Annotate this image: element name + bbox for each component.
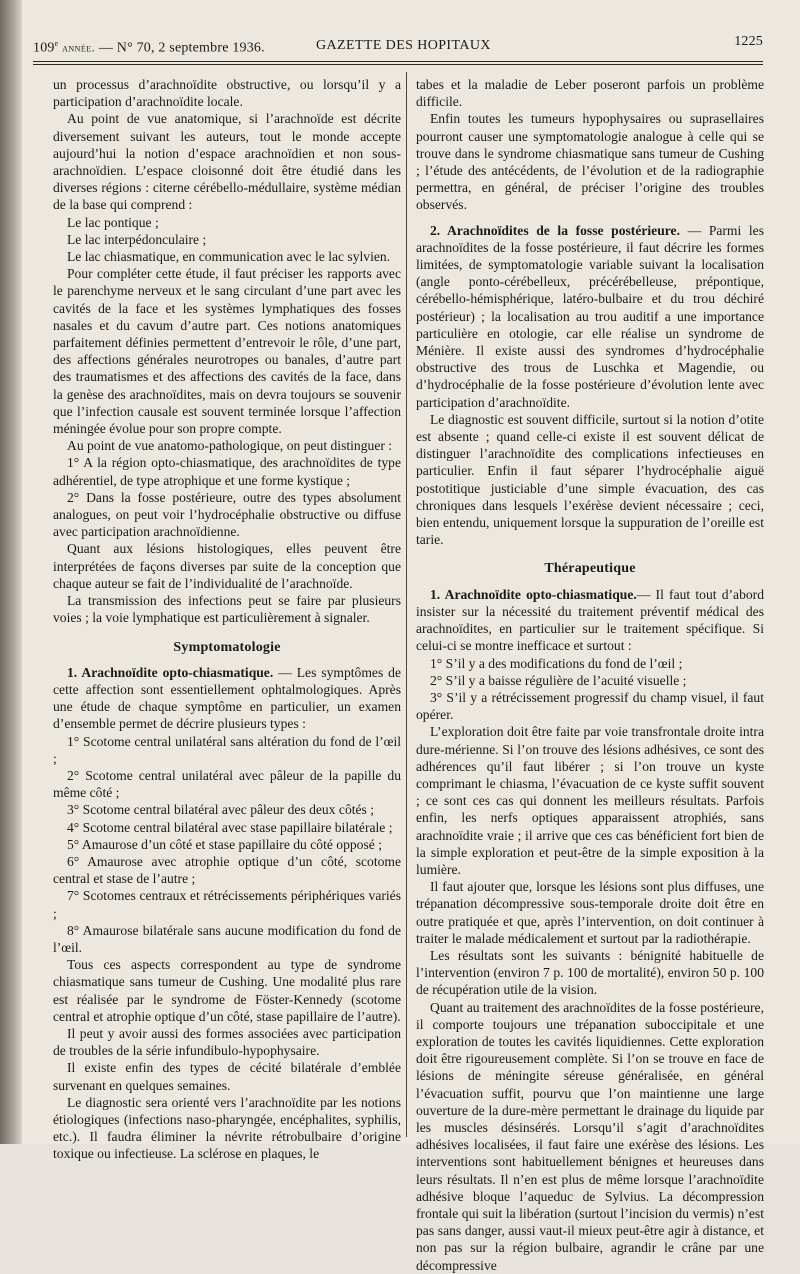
paragraph: Les résultats sont les suivants : bénignité habituelle de l’intervention (environ 7 p. 100 de mortalité), environ 50 p. 100 de récupération utile de la vision. xyxy=(416,947,764,998)
paragraph: Quant au traitement des arachnoïdites de la fosse postérieure, il comporte toujours une trépanation suboccipitale et une exploration de toutes les cavités liquidiennes. Cette exploration doit être rigoureusement complète. Si l’on se trouve en face de lésions de méningite séreuse généralisée, en général l’évacuation suffit, pourvu que l’on maintienne une large ouverture de la dure-mère permettant le drainage du liquide par les muscles désinsérés. Lorsqu’il s’agit d’arachnoïdites adhésives localisées, il faut faire une exérèse des lésions. Les interventions sont habituellement bénignes et heureuses dans leurs résultats. Il n’en est plus de même lorsque l’arachnoïdite adhésive bloque l’aqueduc de Sylvius. La décompression frontale qui suit la libération (surtout l’incision du vermis) n’est pas sans danger, aussi vaut-il mieux peut-être agir à distance, et non pas sur la région bulbaire, agrandir le crâne par une décompressive xyxy=(416,999,764,1273)
list-item: 1° A la région opto-chiasmatique, des arachnoïdites de type adhérentiel, de type atrophique et une forme kystique ; xyxy=(53,455,401,488)
paragraph: Il faut ajouter que, lorsque les lésions sont plus diffuses, une trépanation décompressive sous-temporale droite doit être en outre pratiquée et que, après l’intervention, on doit continuer à traiter le malade médicalement et surtout par la radiothérapie. xyxy=(416,879,764,946)
paragraph: Au point de vue anatomique, si l’arachnoïde est décrite diversement suivant les auteurs, tout le monde accepte aujourd’hui la notion d’espace arachnoïdien et non sous-arachnoïdien. L’espace cloisonné doit être étudié dans les diverses régions : citerne cérébello-médullaire, système médian de la base qui comprend : xyxy=(53,111,401,213)
list-item: Le lac pontique ; xyxy=(67,214,159,230)
paragraph: L’exploration doit être faite par voie transfrontale droite intra dure-mérienne. Si l’on trouve des lésions adhésives, ce sont des adhérences qu’il faut libérer ; si l’on trouve un kyste comprimant le chiasma, l’évacuation de ce kyste suffit souvent ; ce sont ces cas qui donnent les meilleurs résultats. Parfois enfin, les nerfs optiques apparaissent atrophiés, sans arachnoïdite vraie ; il arrive que ces cas bénéficient fort bien de la simple exploration et peut-être de la simple exposition à la lumière. xyxy=(416,724,764,877)
list-item: Le lac interpédonculaire ; xyxy=(67,231,207,247)
list-item: 3° Scotome central bilatéral avec pâleur des deux côtés ; xyxy=(67,802,375,818)
list-item: 3° S’il y a rétrécissement progressif du champ visuel, il faut opérer. xyxy=(416,689,764,723)
paragraph: 2. Arachnoïdites de la fosse postérieure. — Parmi les arachnoïdites de la fosse postérieure, il faut décrire les formes limitées, de symptomatologie variable suivant la localisation (angle ponto-cérébelleux, précérébelleuse, prépontique, cérébello-hémisphérique, latéro-bulbaire et du trou déchiré postérieur) ; la localisation au trou auditif a une importance particulière en otologie, car elle réalise un syndrome de Ménière. Il existe aussi des syndromes d’hydrocéphalie obstructive des trous de Luschka et Magendie, ou d’hydrocéphalie de la fosse postérieure d’évolution lente avec participation d’arachnoïdite. xyxy=(416,222,764,410)
issue-info: 109e année. — N° 70, 2 septembre 1936. xyxy=(33,39,265,56)
paragraph: tabes et la maladie de Leber poseront parfois un problème difficile. xyxy=(416,77,764,110)
page-number: 1225 xyxy=(734,34,763,49)
column-divider xyxy=(406,72,407,1137)
binding-edge xyxy=(0,0,22,1144)
list-item: 6° Amaurose avec atrophie optique d’un côté, scotome central et stase de l’autre ; xyxy=(53,853,401,887)
list-item: 2° S’il y a baisse régulière de l’acuité visuelle ; xyxy=(430,672,687,688)
list-item: 1° S’il y a des modifications du fond de l’œil ; xyxy=(430,655,683,671)
right-column xyxy=(416,76,764,1274)
left-column xyxy=(53,76,401,1163)
list-item: 4° Scotome central bilatéral avec stase papillaire bilatérale ; xyxy=(67,819,393,835)
header-rule-thin xyxy=(33,64,763,65)
section-heading-symptomatologie: Symptomatologie xyxy=(173,639,281,655)
list-item: 7° Scotomes centraux et rétrécissements périphériques variés ; xyxy=(53,888,401,921)
paragraph: Quant aux lésions histologiques, elles peuvent être interprétées de façons diverses par suite de la conception que chaque auteur se fait de l’individualité de l’arachnoïde. xyxy=(53,541,401,591)
list-item: 2° Dans la fosse postérieure, outre des types absolument analogues, on peut voir l’hydrocéphalie obstructive ou diffuse avec participation arachnoïdienne. xyxy=(53,489,401,540)
journal-title: GAZETTE DES HOPITAUX xyxy=(316,38,491,53)
header-rule xyxy=(33,61,763,62)
paragraph: 1. Arachnoïdite opto-chiasmatique. — Les symptômes de cette affection sont essentiellement ophtalmologiques. Après une étude de chaque symptôme en particulier, un examen d’ensemble permet de décrire plusieurs types : xyxy=(53,664,402,732)
subheading: 2. Arachnoïdites de la fosse postérieure. xyxy=(430,222,680,238)
paragraph: La transmission des infections peut se faire par plusieurs voies ; la voie lymphatique est particulièrement à signaler. xyxy=(53,593,401,626)
paragraph: Il peut y avoir aussi des formes associées avec participation de troubles de la série infundibulo-hypophysaire. xyxy=(53,1025,401,1059)
running-header xyxy=(33,34,763,60)
paragraph: 1. Arachnoïdite opto-chiasmatique.— Il faut tout d’abord insister sur la nécessité du traitement préventif médical des arachnoïdites, en particulier sur le traitement spécifique. Si celui-ci se montre inefficace et surtout : xyxy=(416,586,764,654)
list-item: 2° Scotome central unilatéral avec pâleur de la papille du même côté ; xyxy=(53,767,401,801)
paragraph: Au point de vue anatomo-pathologique, on peut distinguer : xyxy=(67,438,393,454)
paragraph: Le diagnostic sera orienté vers l’arachnoïdite par les notions étiologiques (infections naso-pharyngée, encéphalites, syphilis, etc.). Il faudra éliminer la névrite rétrobulbaire d’origine toxique ou infectieuse. La sclérose en plaques, le xyxy=(53,1094,401,1162)
paragraph: Tous ces aspects correspondent au type de syndrome chiasmatique sans tumeur de Cushing. Une modalité plus rare est réalisée par le syndrome de Föster-Kennedy (scotome central et atrophie optique d’un côté, stase papillaire de l’autre). xyxy=(53,957,401,1024)
paragraph: un processus d’arachnoïdite obstructive, ou lorsqu’il y a participation d’arachnoïdite locale. xyxy=(53,77,401,110)
paragraph: Il existe enfin des types de cécité bilatérale d’emblée survenant en quelques semaines. xyxy=(53,1060,401,1093)
subheading: 1. Arachnoïdite opto-chiasmatique. xyxy=(67,664,274,680)
list-item: Le lac chiasmatique, en communication avec le lac sylvien. xyxy=(67,249,391,265)
list-item: 5° Amaurose d’un côté et stase papillaire du côté opposé ; xyxy=(67,836,382,852)
paragraph: Le diagnostic est souvent difficile, surtout si la notion d’otite est absente ; quand celle-ci existe il est souvent délicat de distinguer l’arachnoïdite des complications infectieuses en particulier. Enfin il faut séparer l’hydrocéphalie aiguë postotitique justiciable d’une simple évacuation, des cas chroniques dans lesquels l’exérèse devient nécessaire ; ceci, bien entendu, uniquement lorsque la suppuration de l’oreille est tarie. xyxy=(416,411,764,548)
subheading: 1. Arachnoïdite opto-chiasmatique. xyxy=(430,586,637,602)
paragraph: Enfin toutes les tumeurs hypophysaires ou suprasellaires pourront causer une symptomatologie analogue à celle qui se trouve dans le syndrome chiasmatique sans tumeur de Cushing ; l’étude des antécédents, de l’évolution et de la radiographie permettra, en général, de préciser l’origine des troubles observés. xyxy=(416,111,764,213)
section-heading-therapeutique: Thérapeutique xyxy=(544,561,636,577)
list-item: 8° Amaurose bilatérale sans aucune modification du fond de l’œil. xyxy=(53,922,401,955)
list-item: 1° Scotome central unilatéral sans altération du fond de l’œil ; xyxy=(53,733,401,766)
paragraph: Pour compléter cette étude, il faut préciser les rapports avec le parenchyme nerveux et le sang circulant d’une part avec les cavités de la face et les systèmes lymphatiques des fosses nasales et du cavum d’autre part. Ces notions anatomiques parfaitement définies permettent d’entrevoir le rôle, d’une part, des affections générales neurotropes ou banales, d’autre part des traumatismes et des affections des cavités de la face, dans la genèse des arachnoïdites, mais on devra toujours se souvenir que l’infection causale est souvent terminée lorsque l’affection méningée évolue pour son propre compte. xyxy=(53,266,401,437)
